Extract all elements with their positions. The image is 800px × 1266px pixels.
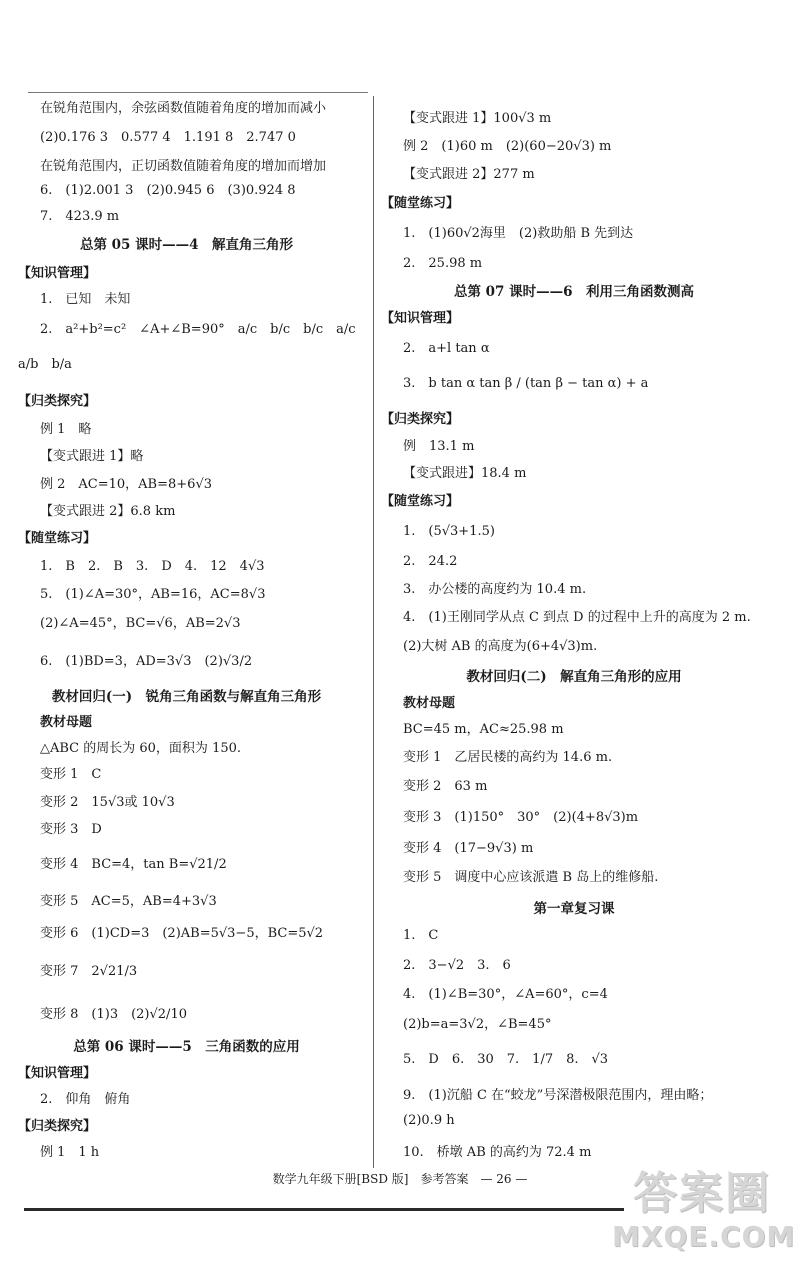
section-title: 第一章复习课: [533, 901, 615, 917]
section-heading: 【归类探究】: [18, 394, 97, 409]
column-divider: [373, 96, 374, 1168]
section-heading: 【随堂练习】: [18, 531, 97, 546]
section-heading: 【归类探究】: [18, 1119, 97, 1134]
answer-line: 变形 3 D: [40, 822, 102, 837]
answer-line: 2. 24.2: [403, 554, 458, 569]
answer-line: 1. (5√3+1.5): [403, 524, 495, 539]
section-heading: 教材母题: [403, 696, 456, 711]
answer-line: 变形 3 (1)150° 30° (2)(4+8√3)m: [403, 810, 639, 825]
answer-line: 4. (1)∠B=30°，∠A=60°，c=4: [403, 987, 608, 1002]
section-heading: 【知识管理】: [381, 311, 460, 326]
answer-line: 2. a+l tan α: [403, 341, 490, 356]
answer-line: 3. 办公楼的高度约为 10.4 m.: [403, 582, 587, 597]
answer-line: 5. D 6. 30 7. 1/7 8. √3: [403, 1052, 609, 1067]
answer-line: 变形 4 (17−9√3) m: [403, 841, 534, 856]
watermark-title: 答案圈: [633, 1168, 771, 1219]
answer-line: 例 1 略: [40, 422, 92, 437]
answer-line: a/b b/a: [18, 357, 72, 372]
answer-line: 变形 2 63 m: [403, 779, 488, 794]
answer-line: 【变式跟进 2】6.8 km: [40, 504, 176, 519]
answer-line: 变形 1 乙居民楼的高约为 14.6 m.: [403, 750, 613, 765]
answer-line: 4. (1)王刚同学从点 C 到点 D 的过程中上升的高度为 2 m.: [403, 610, 751, 625]
answer-line: 2. a²+b²=c² ∠A+∠B=90° a/c b/c b/c a/c: [40, 322, 356, 337]
answer-line: 变形 2 15√3或 10√3: [40, 795, 175, 810]
answer-line: 5. (1)∠A=30°，AB=16，AC=8√3: [40, 587, 266, 602]
section-heading: 【归类探究】: [381, 412, 460, 427]
answer-line: 在锐角范围内，余弦函数值随着角度的增加而减小: [40, 101, 327, 116]
answer-line: (2)∠A=45°，BC=√6，AB=2√3: [40, 616, 241, 631]
section-heading: 【随堂练习】: [381, 196, 460, 211]
answer-line: 【变式跟进 2】277 m: [403, 167, 535, 182]
answer-line: 1. B 2. B 3. D 4. 12 4√3: [40, 559, 265, 574]
section-title: 教材回归(二) 解直角三角形的应用: [466, 669, 682, 685]
answer-line: 在锐角范围内，正切函数值随着角度的增加而增加: [40, 159, 327, 174]
answer-line: 例 1 1 h: [40, 1145, 100, 1160]
answer-line: 变形 5 AC=5，AB=4+3√3: [40, 894, 217, 909]
section-heading: 【知识管理】: [18, 266, 97, 281]
answer-line: 1. 已知 未知: [40, 292, 131, 307]
section-heading: 教材母题: [40, 715, 93, 730]
answer-line: 9. (1)沉船 C 在“蛟龙”号深潜极限范围内，理由略；: [403, 1088, 713, 1103]
answer-line: (2)大树 AB 的高度为(6+4√3)m.: [403, 639, 598, 654]
answer-line: 变形 1 C: [40, 767, 102, 782]
page-footer: 数学九年级下册[BSD 版] 参考答案 — 26 —: [272, 1172, 528, 1186]
answer-line: 1. (1)60√2海里 (2)救助船 B 先到达: [403, 226, 634, 241]
section-title: 总第 06 课时——5 三角函数的应用: [73, 1039, 300, 1055]
answer-line: 变形 7 2√21/3: [40, 964, 138, 979]
answer-line: 变形 8 (1)3 (2)√2/10: [40, 1007, 187, 1022]
top-rule: [28, 92, 368, 93]
answer-line: 【变式跟进】18.4 m: [403, 466, 527, 481]
section-title: 总第 05 课时——4 解直角三角形: [79, 237, 294, 253]
answer-line: 2. 仰角 俯角: [40, 1092, 131, 1107]
answer-line: 1. C: [403, 928, 439, 943]
answer-line: (2)0.176 3 0.577 4 1.191 8 2.747 0: [40, 130, 296, 145]
answer-line: 6. (1)2.001 3 (2)0.945 6 (3)0.924 8: [40, 183, 296, 198]
answer-line: 2. 3−√2 3. 6: [403, 958, 511, 973]
answer-line: 变形 5 调度中心应该派遣 B 岛上的维修船.: [403, 870, 659, 885]
answer-line: 6. (1)BD=3，AD=3√3 (2)√3/2: [40, 654, 253, 669]
watermark-logo: [612, 1168, 796, 1264]
answer-line: BC=45 m，AC≈25.98 m: [403, 722, 564, 737]
answer-line: 变形 6 (1)CD=3 (2)AB=5√3−5，BC=5√2: [40, 926, 324, 941]
answer-line: 7. 423.9 m: [40, 209, 120, 224]
answer-line: 例 2 AC=10，AB=8+6√3: [40, 477, 212, 492]
section-heading: 【随堂练习】: [381, 494, 460, 509]
answer-line: 变形 4 BC=4，tan B=√21/2: [40, 857, 227, 872]
answer-line: 2. 25.98 m: [403, 256, 483, 271]
answer-line: 【变式跟进 1】略: [40, 449, 144, 464]
answer-line: 10. 桥墩 AB 的高约为 72.4 m: [403, 1145, 592, 1160]
bottom-rule: [24, 1208, 624, 1211]
section-title: 总第 07 课时——6 利用三角函数测高: [453, 284, 695, 300]
section-heading: 【知识管理】: [18, 1066, 97, 1081]
answer-line: (2)b=a=3√2，∠B=45°: [403, 1017, 552, 1032]
answer-line: 例 2 (1)60 m (2)(60−20√3) m: [403, 139, 612, 154]
answer-line: 例 13.1 m: [403, 439, 475, 454]
answer-line: 3. b tan α tan β / (tan β − tan α) + a: [403, 376, 649, 391]
watermark-url: MXQE.COM: [612, 1220, 796, 1253]
answer-line: △ABC 的周长为 60，面积为 150.: [40, 741, 242, 756]
section-title: 教材回归(一) 锐角三角函数与解直角三角形: [51, 689, 322, 705]
answer-line: 【变式跟进 1】100√3 m: [403, 111, 552, 126]
answer-line: (2)0.9 h: [403, 1113, 455, 1128]
